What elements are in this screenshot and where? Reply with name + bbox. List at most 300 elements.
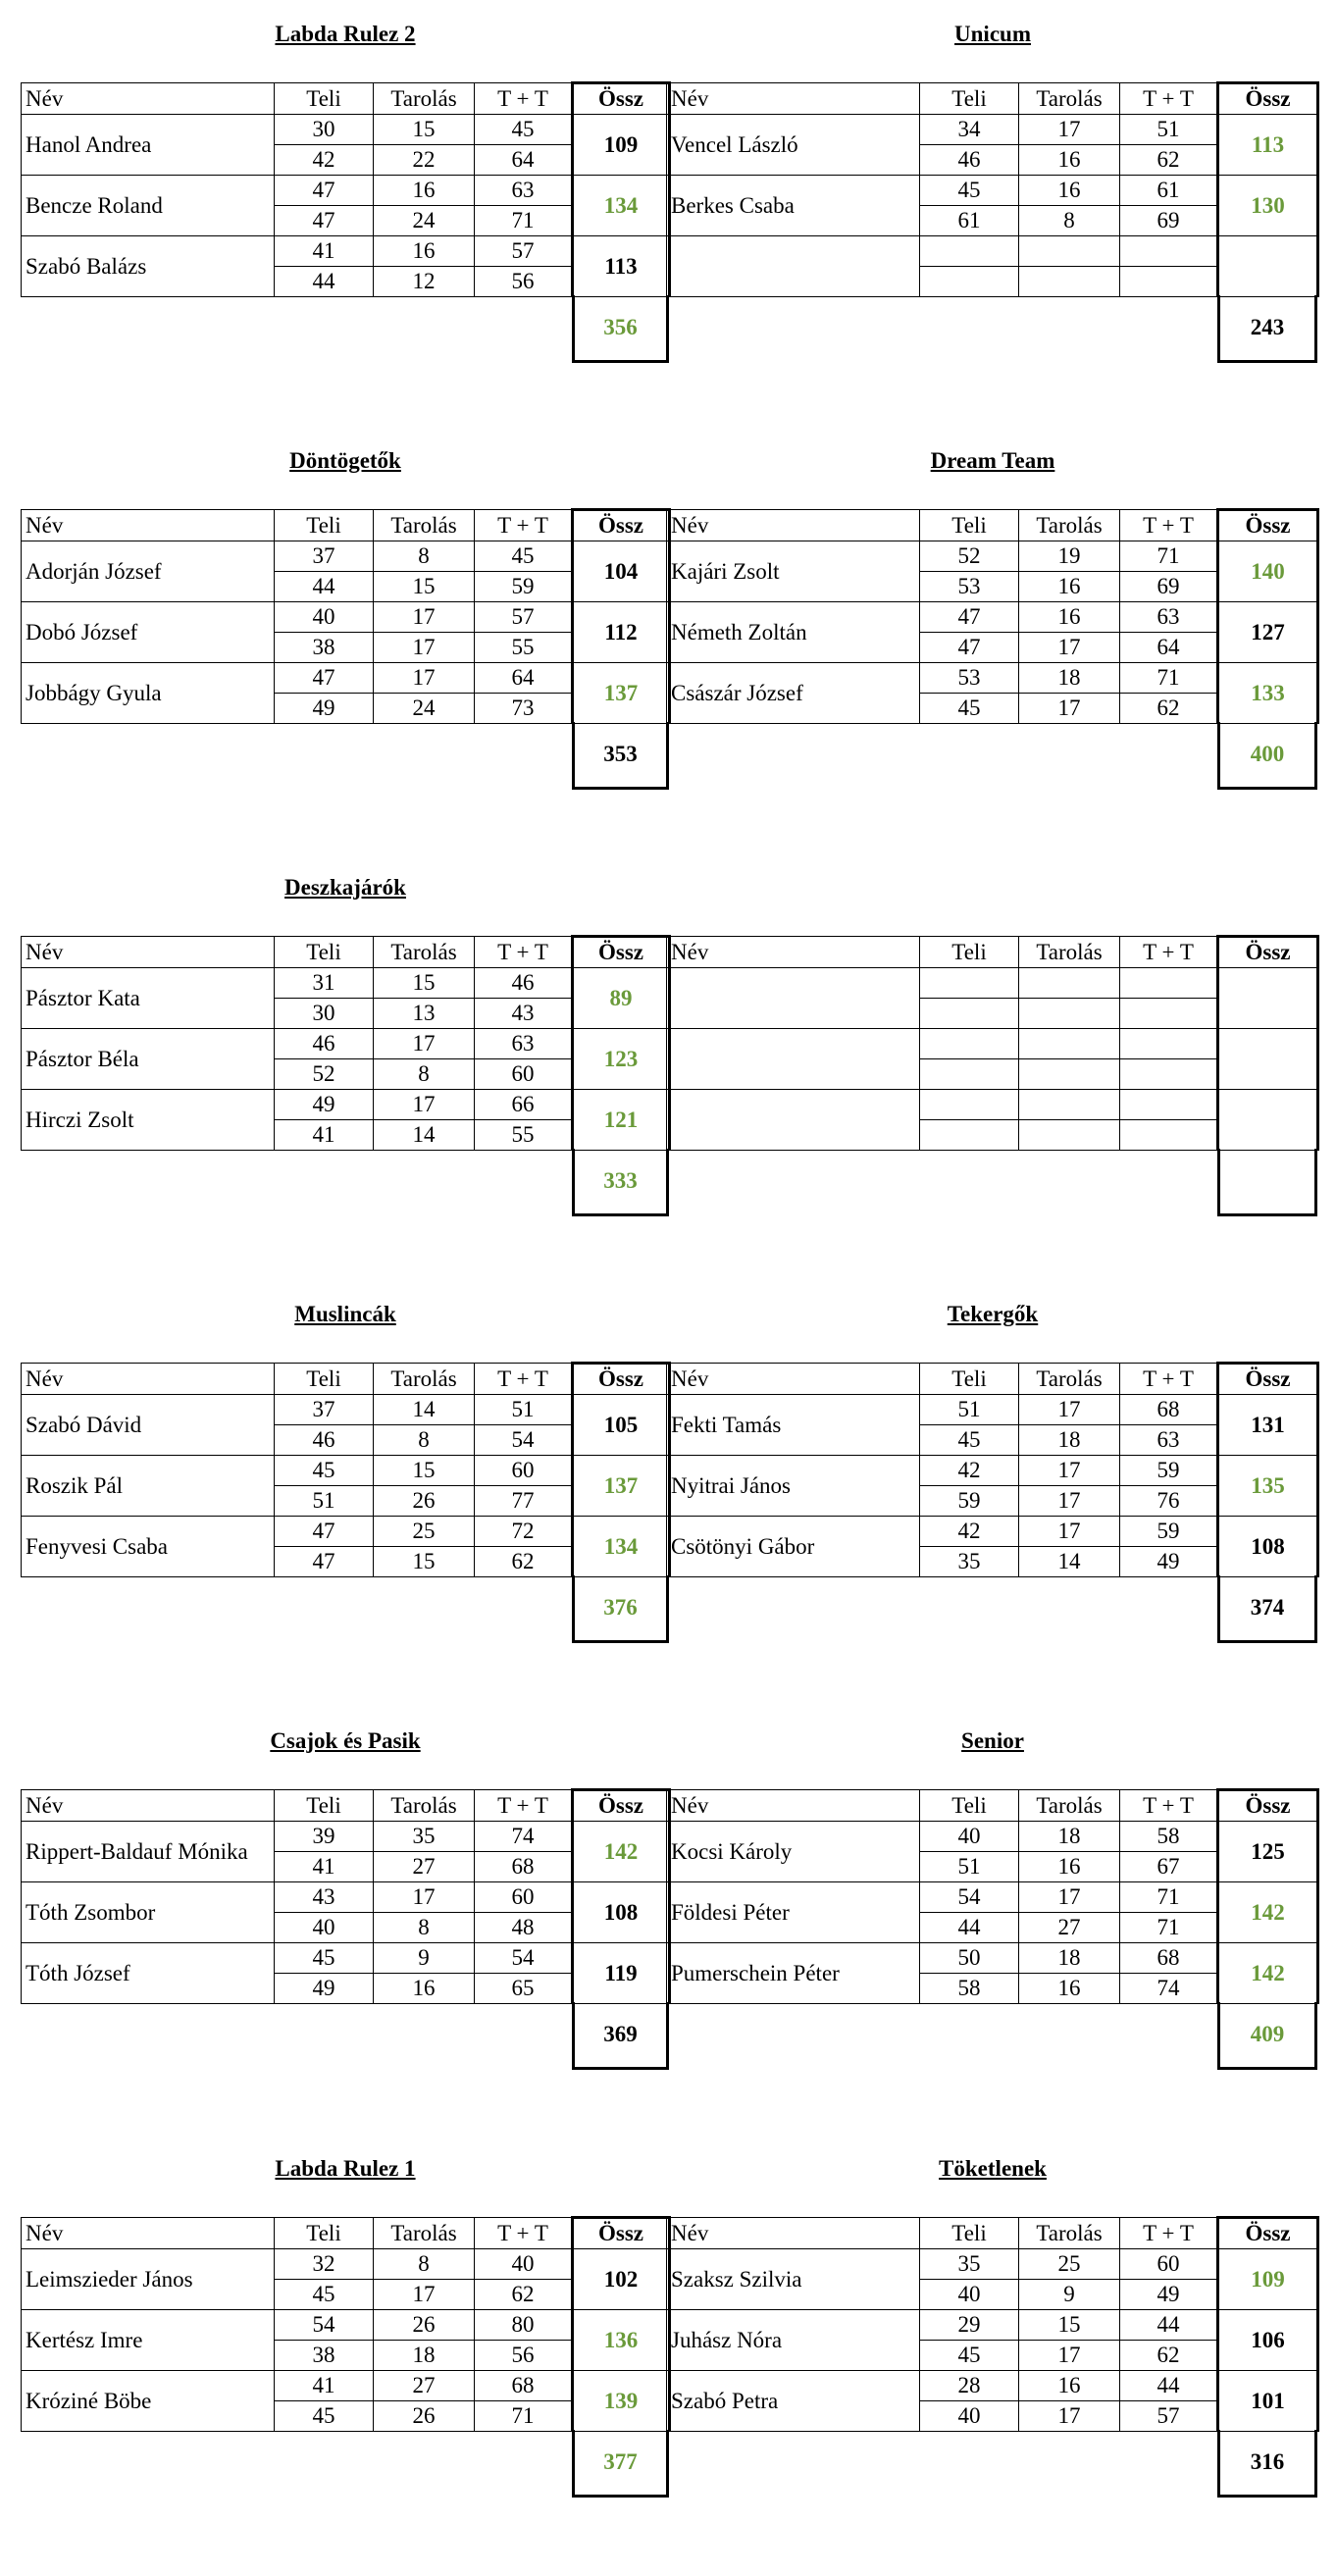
team-table-right [666,81,1319,339]
tarolas-score: 17 [1019,694,1120,724]
tarolas-score: 26 [374,2401,475,2432]
col-header-name: Név [22,510,275,541]
tt-score: 63 [475,1029,573,1059]
tarolas-score: 24 [374,694,475,724]
team-table-left [21,81,671,339]
col-header-teli: Teli [920,83,1019,115]
teli-score: 40 [920,2280,1019,2310]
tarolas-score [1019,1090,1120,1120]
player-name: Szabó Petra [667,2371,920,2432]
player-name: Tóth Zsombor [22,1882,275,1943]
player-name: Hirczi Zsolt [22,1090,275,1151]
header-row [22,937,670,968]
table-row [22,2371,670,2401]
team-pair-section [0,863,1336,1295]
teli-score: 42 [920,1517,1019,1547]
teli-score [920,267,1019,297]
teli-score: 41 [275,2371,374,2401]
tt-score: 59 [1120,1517,1218,1547]
tt-score: 45 [475,115,573,145]
header-row [22,83,670,115]
teli-score: 45 [920,176,1019,206]
col-header-tarolas: Tarolás [374,1790,475,1822]
teli-score: 58 [920,1974,1019,2004]
team-table-right [666,2216,1319,2474]
col-header-tt: T + T [475,1364,573,1395]
team-title: Csajok és Pasik [270,1728,421,1753]
tarolas-score: 19 [1019,541,1120,572]
player-total: 113 [573,236,670,297]
player-name: Bencze Roland [22,176,275,236]
table-row [667,602,1318,633]
table-row [667,1822,1318,1852]
player-name: Szaksz Szilvia [667,2249,920,2310]
col-header-name: Név [22,2218,275,2249]
team-total: 316 [1217,2430,1317,2498]
team-title: Deszkajárók [284,875,406,900]
teli-score: 50 [920,1943,1019,1974]
tarolas-score: 16 [374,236,475,267]
team-table-right [666,1788,1319,2046]
tarolas-score: 25 [1019,2249,1120,2280]
tarolas-score: 15 [374,968,475,999]
teli-score: 54 [275,2310,374,2341]
player-total: 109 [573,115,670,176]
teli-score: 52 [275,1059,374,1090]
col-header-teli: Teli [920,937,1019,968]
teli-score: 59 [920,1486,1019,1517]
player-name: Pásztor Béla [22,1029,275,1090]
teli-score: 51 [920,1395,1019,1425]
team-pair-section [0,10,1336,441]
team-table-left [21,1362,671,1620]
tarolas-score: 15 [374,1456,475,1486]
teli-score: 61 [920,206,1019,236]
col-header-tarolas: Tarolás [1019,937,1120,968]
score-table [21,81,671,297]
tarolas-score: 35 [374,1822,475,1852]
team-title: Tekergők [947,1302,1039,1326]
tt-score: 57 [475,602,573,633]
player-name: Leimszieder János [22,2249,275,2310]
tarolas-score: 15 [374,572,475,602]
table-row [22,602,670,633]
player-name: Fenyvesi Csaba [22,1517,275,1577]
tarolas-score: 9 [374,1943,475,1974]
table-row [22,2310,670,2341]
tt-score: 68 [1120,1943,1218,1974]
teli-score: 49 [275,1090,374,1120]
tarolas-score: 15 [1019,2310,1120,2341]
tarolas-score: 27 [374,1852,475,1882]
table-row [667,236,1318,267]
teli-score: 46 [275,1425,374,1456]
player-name: Császár József [667,663,920,724]
tarolas-score: 17 [1019,1517,1120,1547]
tarolas-score: 27 [374,2371,475,2401]
player-name: Vencel László [667,115,920,176]
tarolas-score: 16 [1019,176,1120,206]
col-header-tarolas: Tarolás [1019,510,1120,541]
teli-score: 29 [920,2310,1019,2341]
tt-score: 62 [1120,2341,1218,2371]
teli-score: 51 [275,1486,374,1517]
col-header-tarolas: Tarolás [1019,83,1120,115]
teli-score: 28 [920,2371,1019,2401]
table-row [667,968,1318,999]
team-total [1217,1149,1317,1216]
col-header-tarolas: Tarolás [374,510,475,541]
tarolas-score: 8 [1019,206,1120,236]
tarolas-score: 24 [374,206,475,236]
col-header-ossz: Össz [1218,83,1318,115]
tt-score: 62 [1120,694,1218,724]
table-row [22,1456,670,1486]
teli-score: 53 [920,663,1019,694]
player-total [1218,968,1318,1029]
header-row [667,510,1318,541]
teli-score: 47 [920,633,1019,663]
tt-score: 71 [475,206,573,236]
tt-score: 54 [475,1425,573,1456]
col-header-name: Név [667,1364,920,1395]
header-row [667,937,1318,968]
table-row [22,1395,670,1425]
teli-score: 45 [275,2401,374,2432]
tt-score: 46 [475,968,573,999]
col-header-ossz: Össz [573,1364,670,1395]
teli-score: 30 [275,999,374,1029]
tarolas-score: 16 [1019,602,1120,633]
tarolas-score: 16 [374,1974,475,2004]
table-row [22,1517,670,1547]
tt-score: 71 [1120,541,1218,572]
teli-score: 45 [275,1456,374,1486]
table-row [22,1943,670,1974]
team-pair-section [0,437,1336,868]
teli-score: 40 [920,1822,1019,1852]
table-row [667,541,1318,572]
teli-score: 47 [920,602,1019,633]
tt-score: 64 [475,145,573,176]
team-title: Senior [961,1728,1024,1753]
table-row [22,541,670,572]
table-row [667,2249,1318,2280]
team-table-left [21,935,671,1193]
tt-score: 55 [475,633,573,663]
player-total: 101 [1218,2371,1318,2432]
tt-score: 54 [475,1943,573,1974]
tarolas-score: 18 [1019,1822,1120,1852]
tt-score [1120,1029,1218,1059]
player-name [667,236,920,297]
tt-score: 71 [1120,663,1218,694]
player-name: Juhász Nóra [667,2310,920,2371]
tt-score: 57 [475,236,573,267]
col-header-teli: Teli [275,510,374,541]
teli-score: 35 [920,2249,1019,2280]
header-row [22,510,670,541]
col-header-ossz: Össz [1218,1790,1318,1822]
player-name: Szabó Balázs [22,236,275,297]
player-total: 106 [1218,2310,1318,2371]
tarolas-score [1019,999,1120,1029]
col-header-tt: T + T [1120,510,1218,541]
team-total: 369 [572,2002,669,2070]
team-total: 400 [1217,722,1317,790]
player-name: Kajári Zsolt [667,541,920,602]
team-total: 374 [1217,1575,1317,1643]
player-name: Berkes Csaba [667,176,920,236]
player-total: 140 [1218,541,1318,602]
tarolas-score: 15 [374,1547,475,1577]
teli-score: 41 [275,236,374,267]
teli-score: 49 [275,694,374,724]
tt-score [1120,999,1218,1029]
tt-score: 73 [475,694,573,724]
header-row [22,1364,670,1395]
tt-score: 49 [1120,2280,1218,2310]
tarolas-score: 17 [1019,1456,1120,1486]
player-total: 125 [1218,1822,1318,1882]
teli-score: 47 [275,1547,374,1577]
player-total: 105 [573,1395,670,1456]
tarolas-score: 17 [374,1029,475,1059]
player-name: Roszik Pál [22,1456,275,1517]
team-total: 409 [1217,2002,1317,2070]
col-header-teli: Teli [275,1790,374,1822]
table-row [667,1882,1318,1913]
player-total: 108 [573,1882,670,1943]
table-row [22,115,670,145]
score-table [21,1362,671,1577]
teli-score: 38 [275,633,374,663]
table-row [667,2371,1318,2401]
col-header-teli: Teli [275,83,374,115]
teli-score: 40 [275,1913,374,1943]
team-pair-section [0,2144,1336,2576]
tt-score: 61 [1120,176,1218,206]
col-header-tarolas: Tarolás [374,937,475,968]
player-total: 123 [573,1029,670,1090]
player-total: 142 [1218,1882,1318,1943]
tarolas-score: 27 [1019,1913,1120,1943]
team-total: 333 [572,1149,669,1216]
table-row [667,1090,1318,1120]
team-pair-section [0,1290,1336,1722]
teli-score: 44 [920,1913,1019,1943]
tt-score: 51 [475,1395,573,1425]
player-total: 89 [573,968,670,1029]
col-header-ossz: Össz [573,83,670,115]
tarolas-score: 17 [1019,1395,1120,1425]
table-row [22,1882,670,1913]
team-total: 243 [1217,295,1317,363]
player-name [667,1090,920,1151]
col-header-tarolas: Tarolás [374,2218,475,2249]
teli-score: 42 [275,145,374,176]
teli-score: 47 [275,1517,374,1547]
player-name: Jobbágy Gyula [22,663,275,724]
tt-score: 51 [1120,115,1218,145]
team-table-left [21,1788,671,2046]
table-row [667,2310,1318,2341]
tt-score: 55 [475,1120,573,1151]
col-header-tarolas: Tarolás [374,1364,475,1395]
teli-score [920,236,1019,267]
team-total: 353 [572,722,669,790]
player-total: 113 [1218,115,1318,176]
teli-score: 41 [275,1852,374,1882]
player-name: Hanol Andrea [22,115,275,176]
tt-score: 60 [475,1882,573,1913]
col-header-tt: T + T [475,937,573,968]
tarolas-score: 17 [1019,633,1120,663]
tt-score: 65 [475,1974,573,2004]
tt-score: 64 [475,663,573,694]
tt-score: 62 [475,1547,573,1577]
tarolas-score: 18 [374,2341,475,2371]
player-total [1218,1090,1318,1151]
tarolas-score [1019,1059,1120,1090]
score-table [666,508,1319,724]
tt-score: 66 [475,1090,573,1120]
tt-score: 57 [1120,2401,1218,2432]
player-total: 130 [1218,176,1318,236]
tarolas-score: 18 [1019,1425,1120,1456]
col-header-ossz: Össz [1218,937,1318,968]
team-total: 356 [572,295,669,363]
teli-score: 44 [275,572,374,602]
tt-score: 74 [1120,1974,1218,2004]
player-name: Szabó Dávid [22,1395,275,1456]
tarolas-score: 15 [374,115,475,145]
teli-score: 40 [920,2401,1019,2432]
col-header-tt: T + T [1120,83,1218,115]
team-pair-section [0,1717,1336,2148]
tarolas-score: 14 [374,1395,475,1425]
tt-score: 71 [1120,1913,1218,1943]
player-name: Dobó József [22,602,275,663]
tarolas-score: 8 [374,1913,475,1943]
table-row [22,176,670,206]
teli-score: 47 [275,176,374,206]
player-total: 139 [573,2371,670,2432]
teli-score: 37 [275,541,374,572]
tt-score [1120,1059,1218,1090]
col-header-name: Név [22,1364,275,1395]
col-header-ossz: Össz [573,1790,670,1822]
score-table [21,2216,671,2432]
teli-score: 43 [275,1882,374,1913]
table-row [22,236,670,267]
player-name: Nyitrai János [667,1456,920,1517]
teli-score: 51 [920,1852,1019,1882]
tarolas-score: 26 [374,1486,475,1517]
tt-score: 59 [475,572,573,602]
tarolas-score: 17 [1019,2341,1120,2371]
teli-score: 47 [275,663,374,694]
col-header-tt: T + T [475,83,573,115]
tt-score: 64 [1120,633,1218,663]
col-header-ossz: Össz [1218,510,1318,541]
tt-score: 69 [1120,206,1218,236]
table-row [667,1029,1318,1059]
player-name [667,968,920,1029]
teli-score [920,999,1019,1029]
tt-score: 44 [1120,2371,1218,2401]
col-header-name: Név [667,1790,920,1822]
team-table-left [21,2216,671,2474]
teli-score: 45 [920,694,1019,724]
tt-score: 63 [1120,1425,1218,1456]
teli-score: 37 [275,1395,374,1425]
table-row [22,1029,670,1059]
player-name: Csötönyi Gábor [667,1517,920,1577]
player-name: Rippert-Baldauf Mónika [22,1822,275,1882]
team-table-left [21,508,671,766]
col-header-name: Név [667,2218,920,2249]
tt-score: 74 [475,1822,573,1852]
player-total: 142 [1218,1943,1318,2004]
teli-score: 45 [275,2280,374,2310]
player-total: 142 [573,1822,670,1882]
tarolas-score: 8 [374,1059,475,1090]
col-header-ossz: Össz [573,510,670,541]
tarolas-score: 16 [1019,145,1120,176]
teli-score: 52 [920,541,1019,572]
team-title: Labda Rulez 1 [275,2156,416,2181]
tt-score: 76 [1120,1486,1218,1517]
tarolas-score [1019,968,1120,999]
teli-score: 54 [920,1882,1019,1913]
player-total: 108 [1218,1517,1318,1577]
tarolas-score: 12 [374,267,475,297]
tarolas-score: 8 [374,541,475,572]
player-name: Kocsi Károly [667,1822,920,1882]
col-header-tt: T + T [475,1790,573,1822]
tt-score: 72 [475,1517,573,1547]
teli-score: 32 [275,2249,374,2280]
col-header-name: Név [667,510,920,541]
col-header-ossz: Össz [573,937,670,968]
player-name: Adorján József [22,541,275,602]
header-row [667,2218,1318,2249]
tt-score: 69 [1120,572,1218,602]
score-table [21,1788,671,2004]
col-header-tarolas: Tarolás [1019,1364,1120,1395]
col-header-tt: T + T [1120,1790,1218,1822]
tarolas-score: 16 [1019,572,1120,602]
col-header-tt: T + T [475,2218,573,2249]
col-header-tt: T + T [1120,937,1218,968]
table-row [667,115,1318,145]
player-total: 134 [573,1517,670,1577]
tarolas-score: 17 [374,1882,475,1913]
player-total: 136 [573,2310,670,2371]
tt-score: 49 [1120,1547,1218,1577]
player-total: 137 [573,1456,670,1517]
player-name: Földesi Péter [667,1882,920,1943]
tarolas-score: 8 [374,2249,475,2280]
header-row [667,83,1318,115]
tt-score: 67 [1120,1852,1218,1882]
tarolas-score: 14 [1019,1547,1120,1577]
tt-score: 68 [475,2371,573,2401]
player-name: Pumerschein Péter [667,1943,920,2004]
table-row [22,2249,670,2280]
score-table [666,1788,1319,2004]
